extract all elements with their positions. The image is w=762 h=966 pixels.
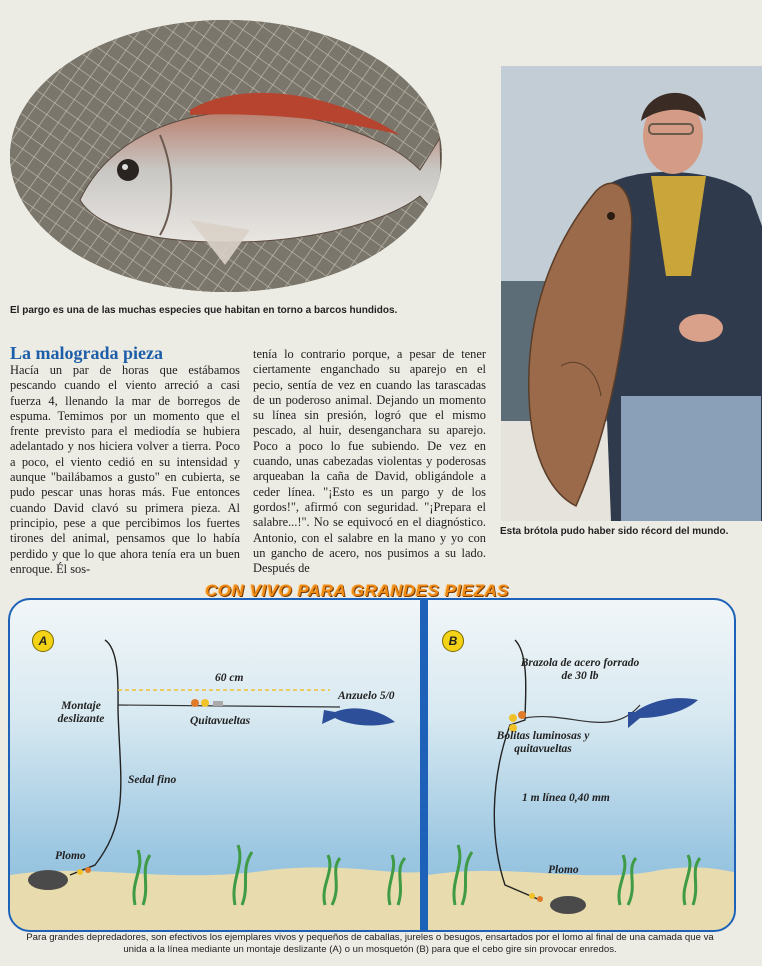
panel-a-badge: A (32, 630, 54, 652)
fishing-rig-diagram (8, 598, 736, 932)
swivel-label: Quitavueltas (190, 715, 251, 727)
weight-b-label: Plomo (548, 864, 579, 876)
panel-b-badge: B (442, 630, 464, 652)
leader-label: Brazola de acero forrado de 30 lb (520, 657, 640, 682)
sliding-rig-label: Montaje deslizante (57, 700, 105, 725)
beads-label: Bolitas luminosas y quitavueltas (496, 730, 590, 755)
hook-label: Anzuelo 5/0 (338, 690, 395, 702)
man-illustration (501, 66, 762, 521)
man-photo-caption: Esta brótola pudo haber sido récord del mundo. (500, 526, 729, 537)
distance-label: 60 cm (215, 672, 244, 684)
article-column-1: Hacía un par de horas que estábamos pescando cuando el viento arreció a casi fuerza 4, llenando la mar de borregos de espuma. Temimos por un momento que el frente previsto para el mediodía se hubiera adelantado y nos hiciera volver a tierra. Poco a poco, el viento cedió en su intensidad y aunque "bailábamos a gusto" en cubierta, se pudo pescar unas horas más. Fue entonces cuando David clavó su primera pieza. Al principio, pese a que percibimos los fuertes tirones del animal, pensamos que lo había perdido y que lo que ahora tenía era un buen enroque. Él sos- (10, 363, 240, 576)
article-heading: La malograda pieza (10, 343, 163, 363)
fish-in-net-photo (10, 20, 442, 292)
diagram-caption: Para grandes depredadores, son efectivos los ejemplares vivos y pequeños de caballas, jureles o besugos, ensartados por el lomo al final de una camada que va unida a la línea mediante un montaje deslizante (A) o un mosquetón (B) para que el cebo gire sin provocar enredos. (26, 932, 714, 955)
fine-line-label: Sedal fino (128, 774, 177, 786)
man-holding-fish-photo (501, 66, 762, 521)
fish-photo-caption: El pargo es una de las muchas especies que habitan en torno a barcos hundidos. (10, 305, 398, 316)
weight-a-label: Plomo (55, 850, 86, 862)
article-column-2: tenía lo contrario porque, a pesar de tener ciertamente enganchado su aparejo en el pecio, sentía de vez en cuando las tarascadas de un poderoso animal. Dejando un momento su línea sin presión, logró que el mismo pescado, al huir, desenganchara su aparejo. Poco a poco lo fue subiendo. De vez en cuando, unas cabezadas violentas y poderosas arqueaban la caña de David, obligándole a ceder línea. "¡Esto es un pargo y de los gordos!", afirmó con seguridad. "¡Prepara el salabre...!". No se equivocó en el diagnóstico. Antonio, con el salabre en la mano y yo con un gancho de acero, nos pusimos a su lado. Después de (253, 347, 486, 576)
fish-illustration (10, 20, 442, 292)
diagram-drawing (10, 600, 734, 930)
diagram-title: CON VIVO PARA GRANDES PIEZAS (205, 581, 509, 600)
line-b-label: 1 m línea 0,40 mm (522, 792, 610, 804)
